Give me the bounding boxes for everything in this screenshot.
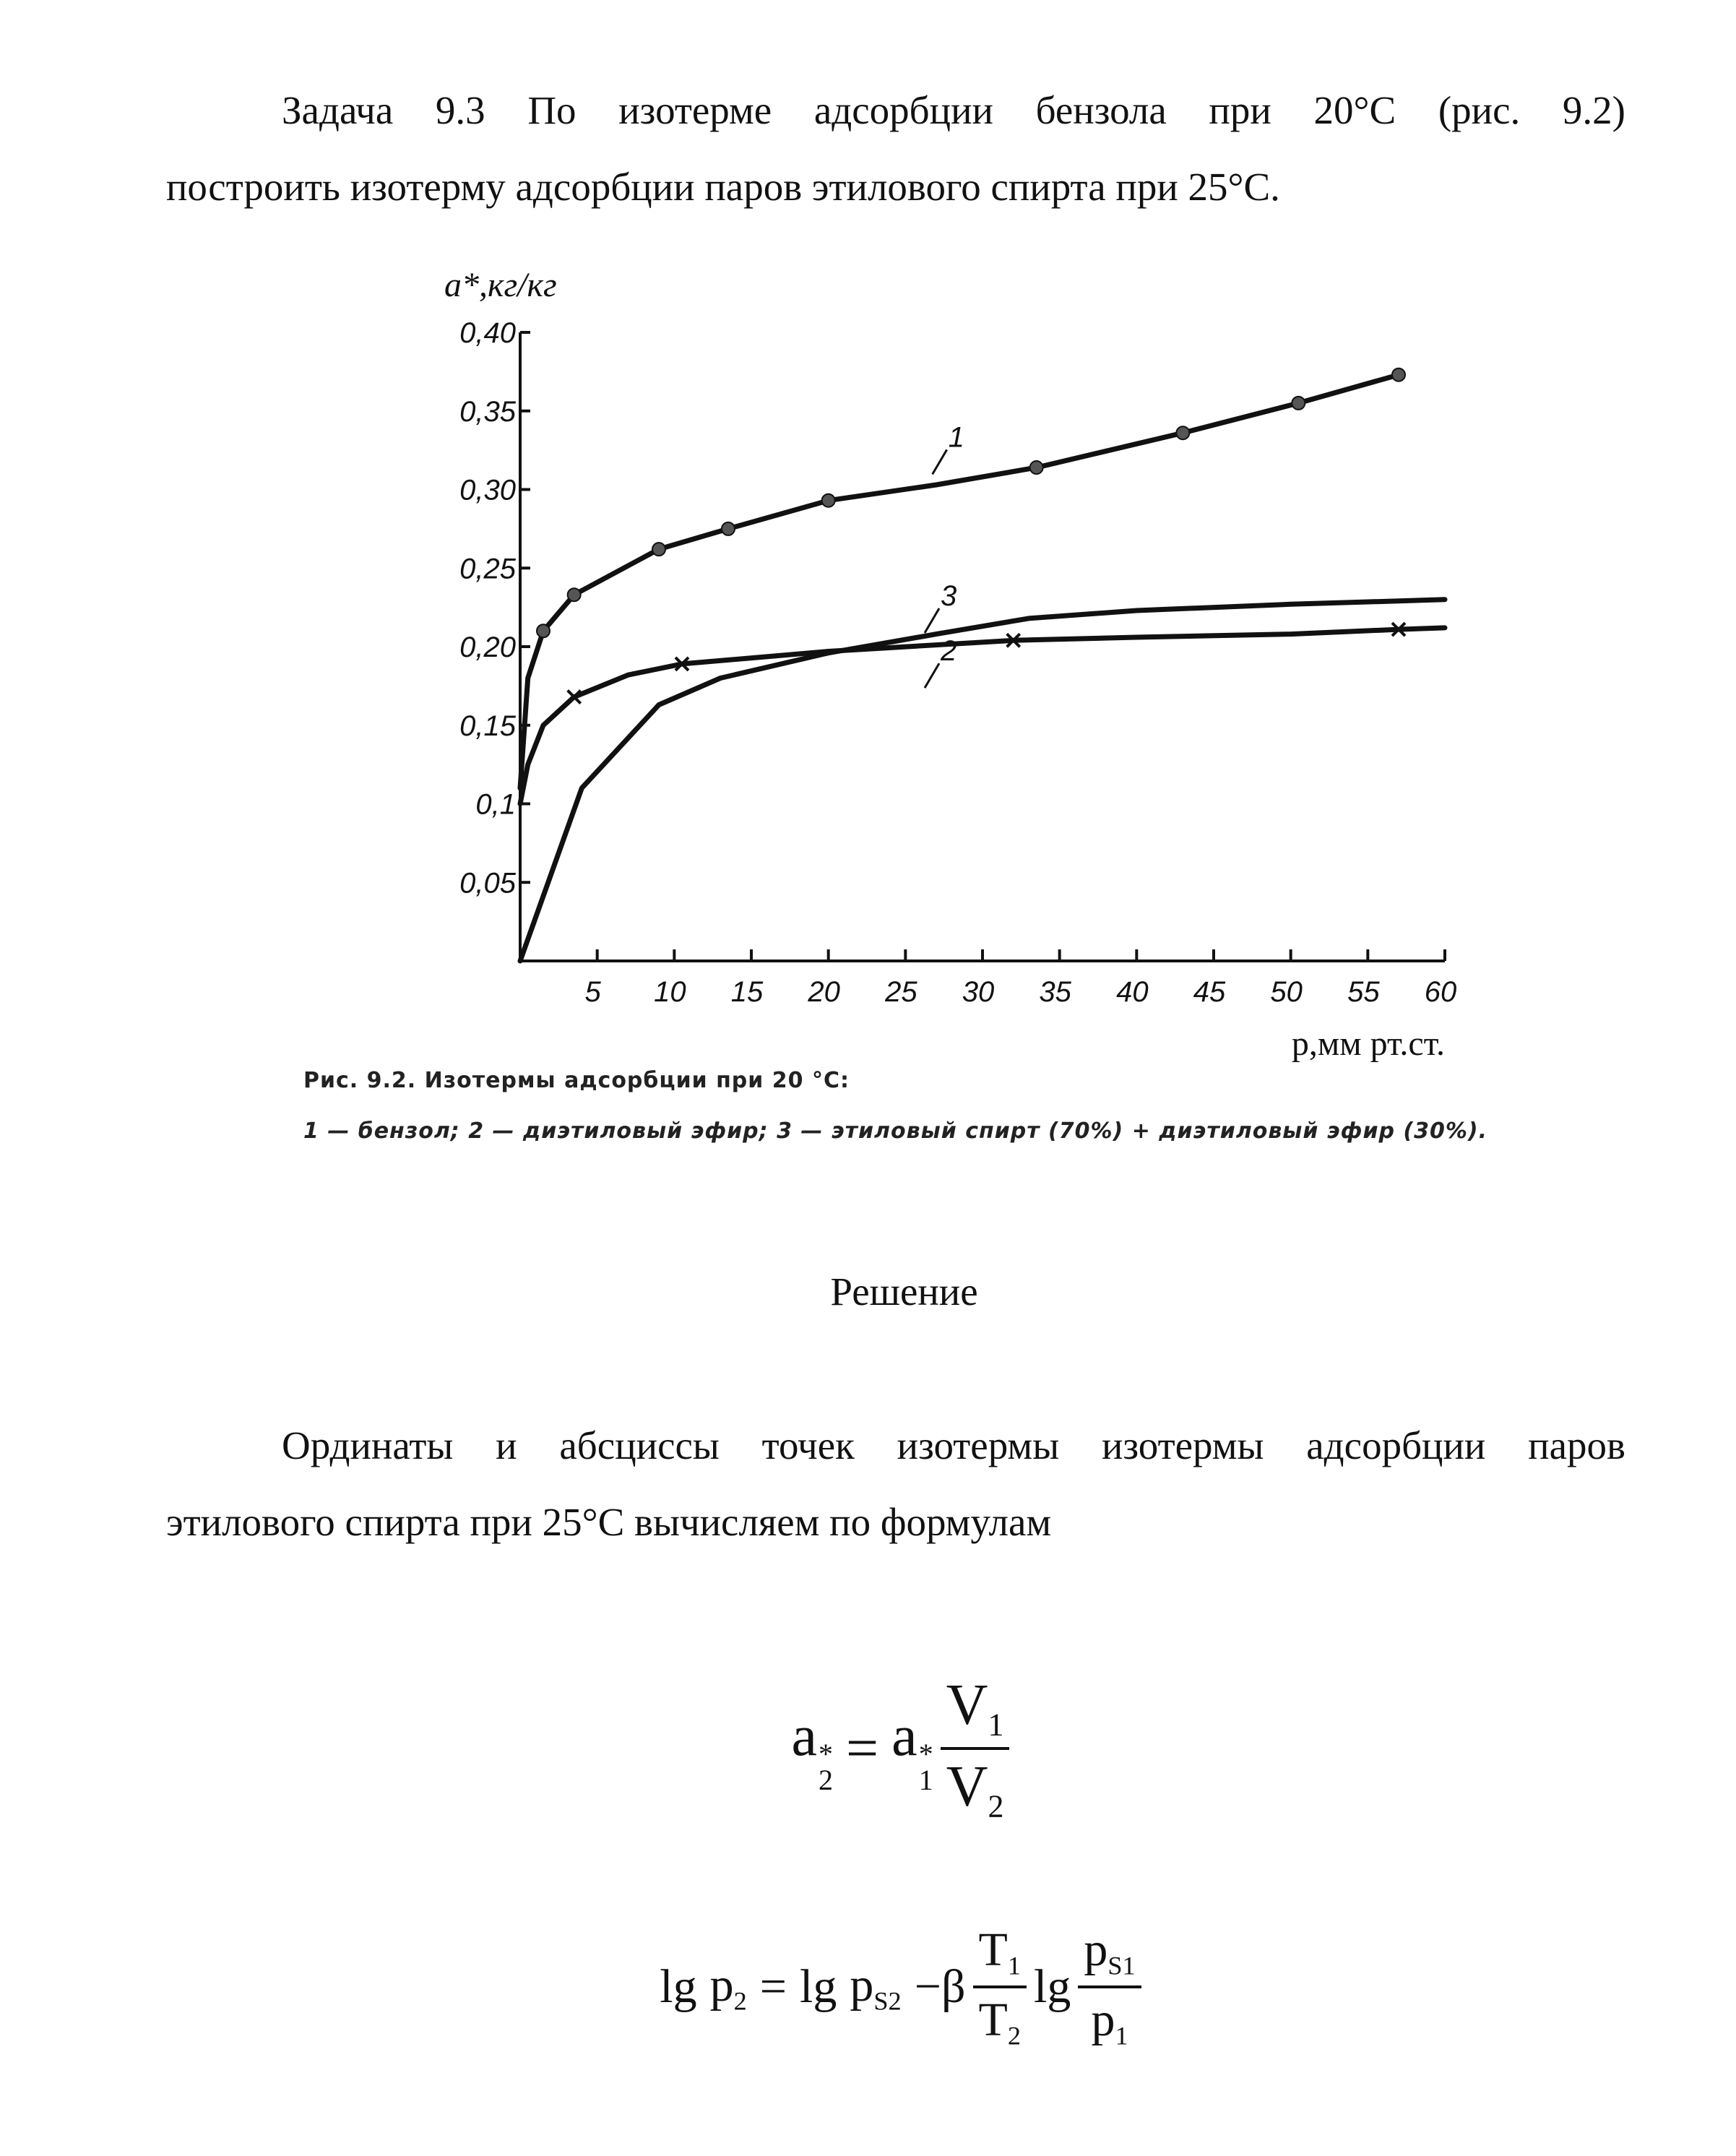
- y-tick-label: 0,25: [459, 553, 516, 585]
- task-line-1: Задача 9.3 По изотерме адсорбции бензола при 20°С (рис. 9.2): [282, 88, 1625, 132]
- task-line-2: построить изотерму адсорбции паров этилового спирта при 25°С.: [166, 165, 1280, 209]
- y-tick-label: 0,35: [459, 395, 516, 428]
- x-tick-label: 45: [1193, 976, 1226, 1008]
- x-tick-label: 55: [1347, 976, 1380, 1008]
- series-1-point: [1030, 461, 1043, 474]
- series-1-point: [722, 522, 735, 535]
- series-1-point: [537, 624, 550, 637]
- y-tick-label: 0,40: [459, 317, 516, 349]
- curve-label-1: 1: [948, 421, 964, 454]
- x-tick-label: 5: [584, 976, 601, 1008]
- series-1-point: [1176, 426, 1189, 439]
- solution-heading: Решение: [830, 1269, 978, 1314]
- figure-caption-title: Рис. 9.2. Изотермы адсорбции при 20 °С:: [303, 1068, 850, 1093]
- f1-lhs: a * 2: [791, 1704, 834, 1796]
- series-3-curve: [520, 600, 1445, 961]
- x-tick-label: 30: [962, 976, 995, 1008]
- f2-temperature-fraction: $\frac{T_1}{T_2}$: [973, 1923, 1027, 2051]
- figure-caption-legend: 1 — бензол; 2 — диэтиловый эфир; 3 — этиловый спирт (70%) + диэтиловый эфир (30%).: [303, 1118, 1488, 1144]
- series-1-point: [568, 588, 581, 601]
- f1-equals: =: [846, 1716, 879, 1780]
- y-axis-label: a*,кг/кг: [444, 266, 557, 304]
- x-tick-label: 25: [885, 976, 917, 1008]
- series-1-point: [822, 494, 835, 507]
- curve-label-leader: [933, 449, 947, 474]
- solution-line-1: Ординаты и абсциссы точек изотермы изотермы адсорбции паров: [282, 1423, 1625, 1467]
- series-1-point: [652, 543, 665, 556]
- x-tick-label: 50: [1270, 976, 1303, 1008]
- x-tick-label: 40: [1116, 976, 1149, 1008]
- x-tick-label: 15: [730, 976, 764, 1008]
- adsorption-isotherm-chart: [405, 260, 1532, 1077]
- y-tick-label: 0,30: [459, 474, 516, 506]
- task-paragraph: [166, 72, 1625, 225]
- f2-pressure-fraction: $\frac{p_{S1}}{p_1}$: [1078, 1923, 1141, 2051]
- series-2-curve: [520, 628, 1445, 804]
- x-axis-label: p,мм рт.ст.: [1291, 1025, 1445, 1063]
- f1-rhs: a * 1: [891, 1704, 933, 1796]
- x-tick-label: 10: [654, 976, 686, 1008]
- solution-line-2: этилового спирта при 25°С вычисляем по формулам: [166, 1500, 1052, 1544]
- f1-volume-fraction: $\frac{V_1}{V_2}$: [941, 1673, 1010, 1825]
- y-tick-label: 0,1: [475, 788, 516, 821]
- y-tick-label: 0,20: [459, 631, 516, 663]
- formula-adsorption-ratio: [0, 1669, 1736, 1828]
- curve-label-leader: [925, 608, 939, 633]
- solution-paragraph: [166, 1407, 1625, 1561]
- curve-label-2: 2: [941, 635, 957, 668]
- series-1-point: [1292, 397, 1305, 410]
- y-tick-label: 0,15: [459, 710, 516, 742]
- formula-log-pressure: lg $p_2$ = lg $p_{S2}$ −β $\frac{T_1}{T_2}$ lg $\frac{p_{S1}}{p_1}$: [0, 1907, 1736, 2066]
- x-tick-label: 60: [1424, 976, 1457, 1008]
- x-tick-label: 35: [1039, 976, 1071, 1008]
- series-1-point: [1392, 368, 1405, 381]
- curve-label-3: 3: [941, 580, 957, 613]
- x-tick-label: 20: [808, 976, 840, 1008]
- y-tick-label: 0,05: [459, 867, 516, 900]
- curve-label-leader: [925, 663, 939, 688]
